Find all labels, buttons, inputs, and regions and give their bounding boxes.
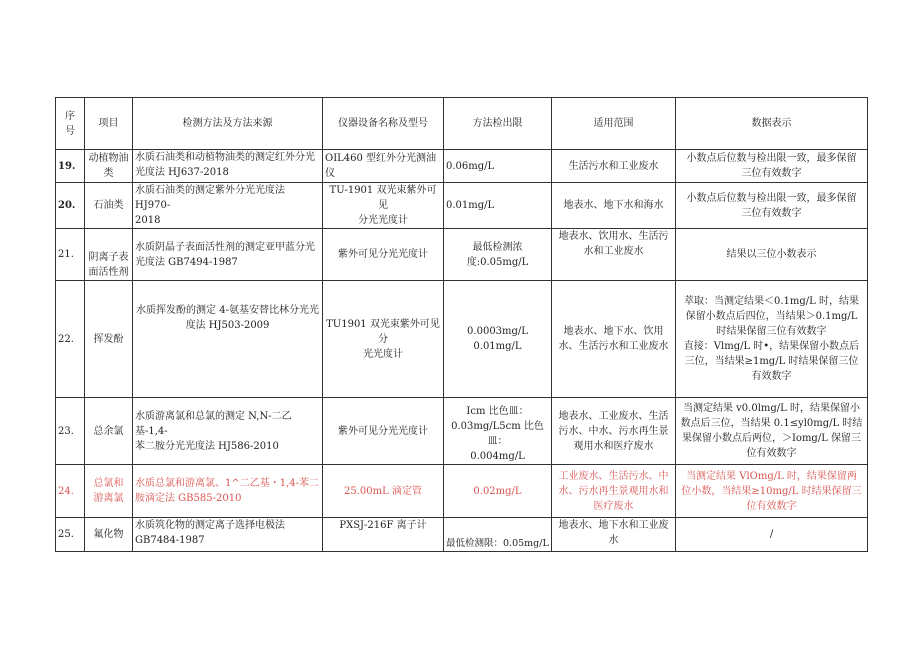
row-instrument: 25.00mL 滴定管 — [323, 465, 444, 518]
row-instrument: TU-1901 双光束紫外可见 分光光度计 — [323, 183, 444, 229]
row-number: 21. — [56, 229, 85, 281]
row-number: 24. — [56, 465, 85, 518]
table-row — [56, 398, 868, 465]
header-method: 检测方法及方法来源 — [133, 98, 323, 150]
header-scope: 适用范围 — [552, 98, 676, 150]
row-limit: 0.06mg/L — [444, 150, 552, 183]
row-scope: 工业废水、生活污水、中 水、污水再生景观用水和 医疗废水 — [552, 465, 676, 518]
row-limit: 0.0003mg/L 0.01mg/L — [444, 281, 552, 398]
row-instrument: 紫外可见分光光度计 — [323, 229, 444, 281]
row-item: 总余氯 — [85, 398, 133, 465]
row-data: 萃取：当测定结果＜0.1mg/L 时，结果 保留小数点后四位，当结果＞0.1mg/L 时结果保留三位有效数字 直接：Vlmg/L 时•，结果保留小数点后 三位，当结果≥1mg/L 时结果保留三位 有效数字 — [676, 281, 868, 398]
row-scope: 地表水、地下水、饮用 水、生活污水和工业废水 — [552, 281, 676, 398]
row-number: 22. — [56, 281, 85, 398]
header-limit: 方法检出限 — [444, 98, 552, 150]
table-row — [56, 150, 868, 183]
header-instrument: 仪器设备名称及型号 — [323, 98, 444, 150]
row-number: 25. — [56, 518, 85, 552]
row-limit: 最低检测浓 度:0.05mg/L — [444, 229, 552, 281]
row-data: / — [676, 518, 868, 552]
table-row — [56, 281, 868, 398]
row-method: 水质游离氯和总氯的测定 N,N-二乙基-1,4- 苯二胺分光光度法 HJ586-2010 — [133, 398, 323, 465]
row-data: 小数点后位数与检出限一致，最多保留 三位有效数字 — [676, 150, 868, 183]
header-no: 序 号 — [56, 98, 85, 150]
row-item: 总氯和 游离氯 — [85, 465, 133, 518]
row-instrument: PXSJ-216F 离子计 — [323, 518, 444, 552]
header-data: 数据表示 — [676, 98, 868, 150]
row-method: 水质石油类和动植物油类的测定红外分光 光度法 HJ637-2018 — [133, 150, 323, 183]
row-scope: 地表水、饮用水、生活污 水和工业废水 — [552, 229, 676, 281]
method-table — [55, 97, 868, 552]
row-method: 水质阴晶子表面活性剂的测定亚甲蓝分光 光度法 GB7494-1987 — [133, 229, 323, 281]
row-data: 当测定结果 v0.0lmg/L 时，结果保留小 数点后三位，当结果 0.1≤yl0mg/L 时结 果保留小数点后两位，＞Iomg/L 保留三 位有效数字 — [676, 398, 868, 465]
row-instrument: 紫外可见分光光度计 — [323, 398, 444, 465]
table-row — [56, 518, 868, 552]
row-item: 挥发酚 — [85, 281, 133, 398]
row-scope: 地表水、地下水和海水 — [552, 183, 676, 229]
row-data: 小数点后位数与检出限一致，最多保留 三位有效数字 — [676, 183, 868, 229]
row-limit: 最低检测限：0.05mg/L — [444, 518, 552, 552]
row-method: 水质挥发酚的测定 4-氨基安替比林分光光 度法 HJ503-2009 — [133, 281, 323, 398]
row-number: 19. — [56, 150, 85, 183]
row-limit: 0.02mg/L — [444, 465, 552, 518]
row-method: 水质筑化物的测定离子选择电极法 GB7484-1987 — [133, 518, 323, 552]
row-scope: 地表水、工业废水、生活 污水、中水、污水再生景 观用水和医疗废水 — [552, 398, 676, 465]
header-item: 项目 — [85, 98, 133, 150]
row-instrument: TU1901 双光束紫外可见分 光光度计 — [323, 281, 444, 398]
row-item: 阴离子表 面活性剂 — [85, 229, 133, 281]
row-item: 石油类 — [85, 183, 133, 229]
row-item: 氟化物 — [85, 518, 133, 552]
table-row — [56, 229, 868, 281]
table-row-highlighted — [56, 465, 868, 518]
row-number: 20. — [56, 183, 85, 229]
row-scope: 生活污水和工业废水 — [552, 150, 676, 183]
row-instrument: OIL460 型红外分光测油仪 — [323, 150, 444, 183]
header-row — [56, 98, 868, 150]
row-method: 水质石油类的测定紫外分光光度法 HJ970- 2018 — [133, 183, 323, 229]
row-item: 动植物油 类 — [85, 150, 133, 183]
row-data: 结果以三位小数表示 — [676, 229, 868, 281]
row-scope: 地表水、地下水和工业废 水 — [552, 518, 676, 552]
row-limit: 0.01mg/L — [444, 183, 552, 229]
row-limit: Icm 比色皿： 0.03mg/L5cm 比色皿： 0.004mg/L — [444, 398, 552, 465]
row-number: 23. — [56, 398, 85, 465]
row-method: 水质总氯和游离氯、1^二乙基・1,4-苯二 胺滴定法 GB585-2010 — [133, 465, 323, 518]
row-data: 当测定结果 VlOmg/L 时，结果保留两 位小数，当结果≥10mg/L 时结果保留三 位有效数字 — [676, 465, 868, 518]
table-row — [56, 183, 868, 229]
